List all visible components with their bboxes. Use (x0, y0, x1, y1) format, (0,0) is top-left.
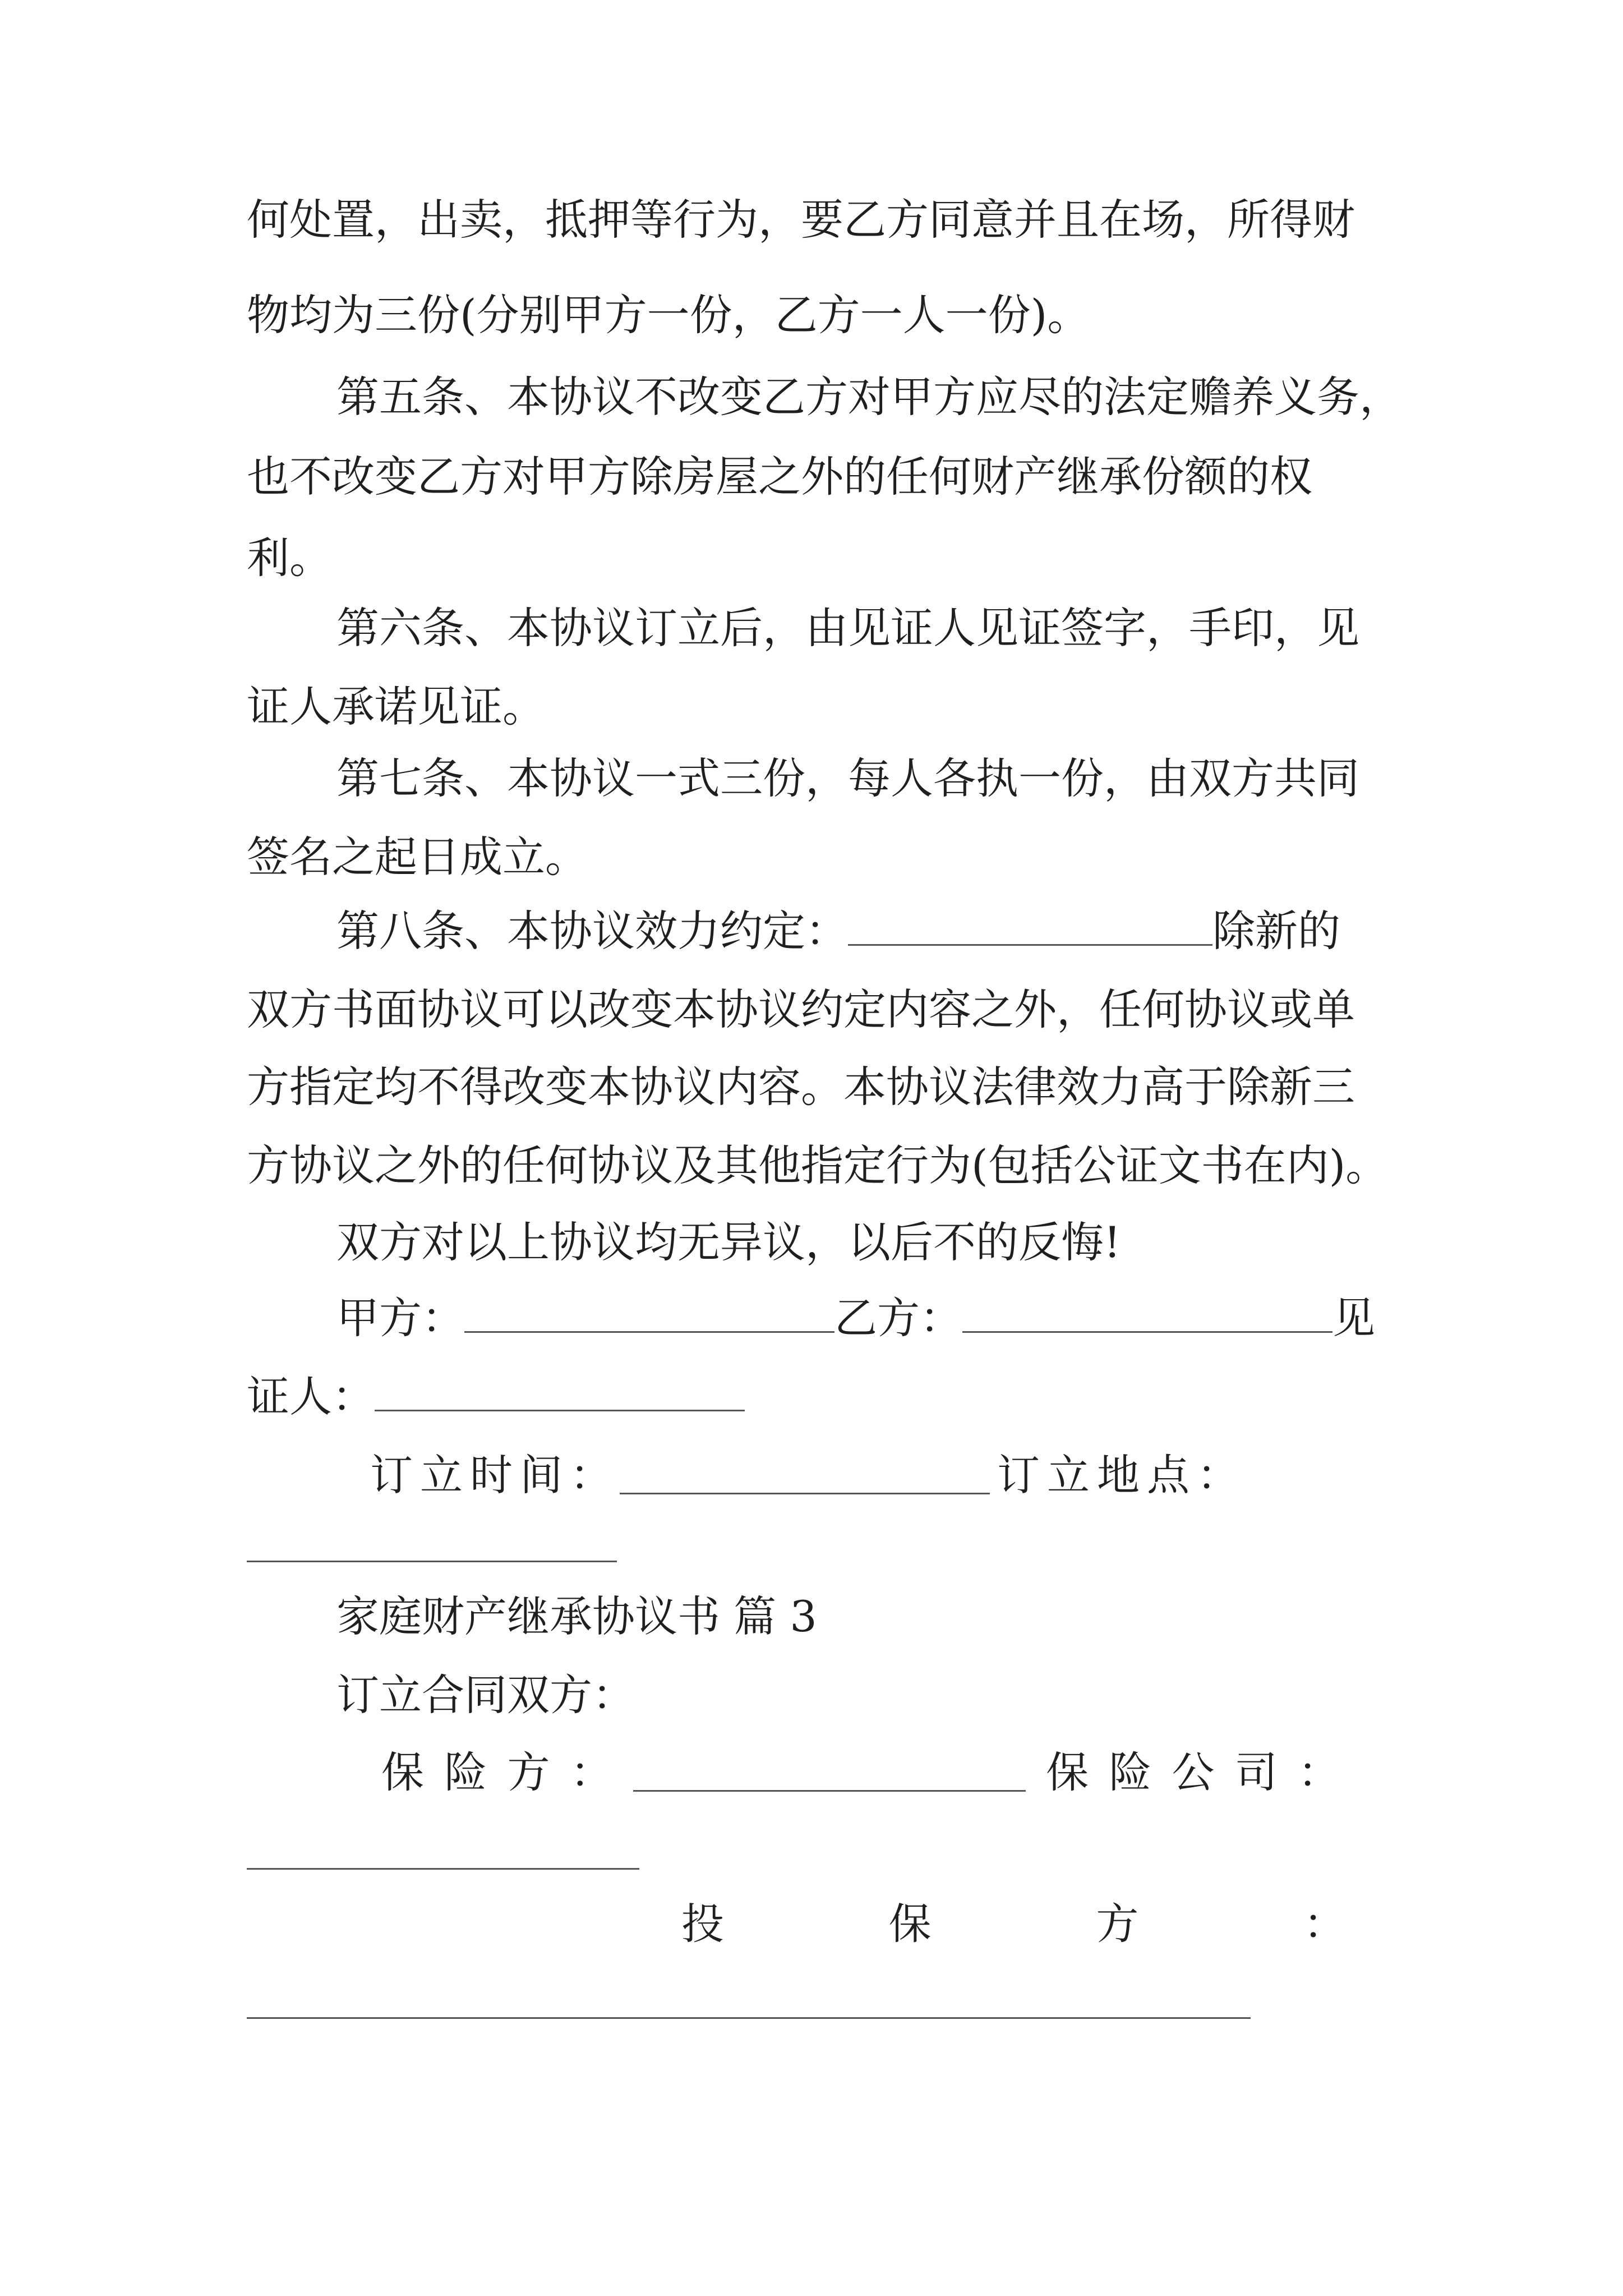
paragraph-line: 也不改变乙方对甲方除房屋之外的任何财产继承份额的权 (247, 452, 1312, 501)
insurance-company-char: ： (1297, 1747, 1340, 1797)
insurance-company-char: 保 (1046, 1747, 1089, 1797)
sign-place-char: ： (1197, 1450, 1239, 1500)
sign-place-char: 立 (1047, 1450, 1090, 1500)
article-8-label: 第八条、本协议效力约定： (336, 906, 848, 956)
paragraph-line: 方协议之外的任何协议及其他指定行为(包括公证文书在内)。 (247, 1140, 1389, 1190)
paragraph-line: 签名之起日成立。 (247, 832, 588, 882)
party-b-label: 乙方： (834, 1293, 962, 1343)
sign-time-blank (620, 1457, 990, 1494)
paragraph-line: 何处置，出卖，抵押等行为，要乙方同意并且在场，所得财 (247, 195, 1355, 245)
sign-place-char: 订 (997, 1450, 1040, 1500)
insurance-company-char: 司 (1234, 1747, 1278, 1797)
article-7-line: 第七条、本协议一式三份，每人各执一份，由双方共同 (336, 753, 1359, 803)
paragraph-line: 证人承诺见证。 (247, 682, 545, 731)
party-b-blank (962, 1295, 1332, 1333)
insurer-char: 险 (444, 1747, 487, 1797)
paragraph-line: 双方对以上协议均无异议，以后不的反悔! (336, 1217, 1121, 1267)
policyholder-line (681, 1896, 1346, 1952)
article-5-line: 第五条、本协议不改变乙方对甲方应尽的法定赡养义务， (336, 372, 1402, 422)
policyholder-char: ： (1303, 1899, 1346, 1949)
effect-agreement-blank (848, 908, 1212, 946)
paragraph-line: 利。 (247, 533, 332, 583)
insurer-char: ： (570, 1747, 613, 1797)
sign-time-char: 间 (520, 1450, 562, 1500)
paragraph-line: 订立合同双方： (336, 1670, 635, 1720)
insurance-company-blank (247, 1868, 639, 1870)
paragraph-line: 双方书面协议可以改变本协议约定内容之外，任何协议或单 (247, 984, 1355, 1034)
sign-place-blank (247, 1561, 617, 1562)
policyholder-char: 保 (888, 1899, 932, 1949)
sign-time-char: 立 (420, 1450, 463, 1500)
article-8-line (336, 903, 1340, 959)
witness-blank (375, 1374, 745, 1411)
insurer-line (381, 1745, 1340, 1801)
sign-time-place-line (370, 1447, 1239, 1503)
signature-line (336, 1290, 1375, 1346)
paragraph-line: 物均为三份(分别甲方一份，乙方一人一份)。 (247, 290, 1090, 340)
sign-time-char: 时 (470, 1450, 513, 1500)
policyholder-blank (247, 2017, 1251, 2019)
insurance-company-char: 险 (1109, 1747, 1152, 1797)
insurance-company-char: 公 (1172, 1747, 1215, 1797)
article-6-line: 第六条、本协议订立后，由见证人见证签字，手印，见 (336, 603, 1359, 653)
sign-place-char: 地 (1097, 1450, 1140, 1500)
sign-time-char: ： (570, 1450, 612, 1500)
insurer-char: 保 (381, 1747, 424, 1797)
policyholder-char: 方 (1096, 1899, 1139, 1949)
sign-place-char: 点 (1147, 1450, 1189, 1500)
party-a-blank (464, 1295, 834, 1333)
witness-label: 证人： (247, 1372, 375, 1421)
party-a-label: 甲方： (336, 1293, 464, 1343)
insurer-blank (633, 1754, 1026, 1792)
witness-label-start: 见 (1332, 1293, 1375, 1343)
paragraph-line: 方指定均不得改变本协议内容。本协议法律效力高于除新三 (247, 1062, 1355, 1112)
section-heading: 家庭财产继承协议书 篇 3 (336, 1591, 817, 1641)
policyholder-char: 投 (681, 1899, 724, 1949)
witness-line (247, 1369, 745, 1425)
sign-time-char: 订 (370, 1450, 413, 1500)
insurer-char: 方 (507, 1747, 550, 1797)
article-8-tail: 除新的 (1212, 906, 1340, 956)
